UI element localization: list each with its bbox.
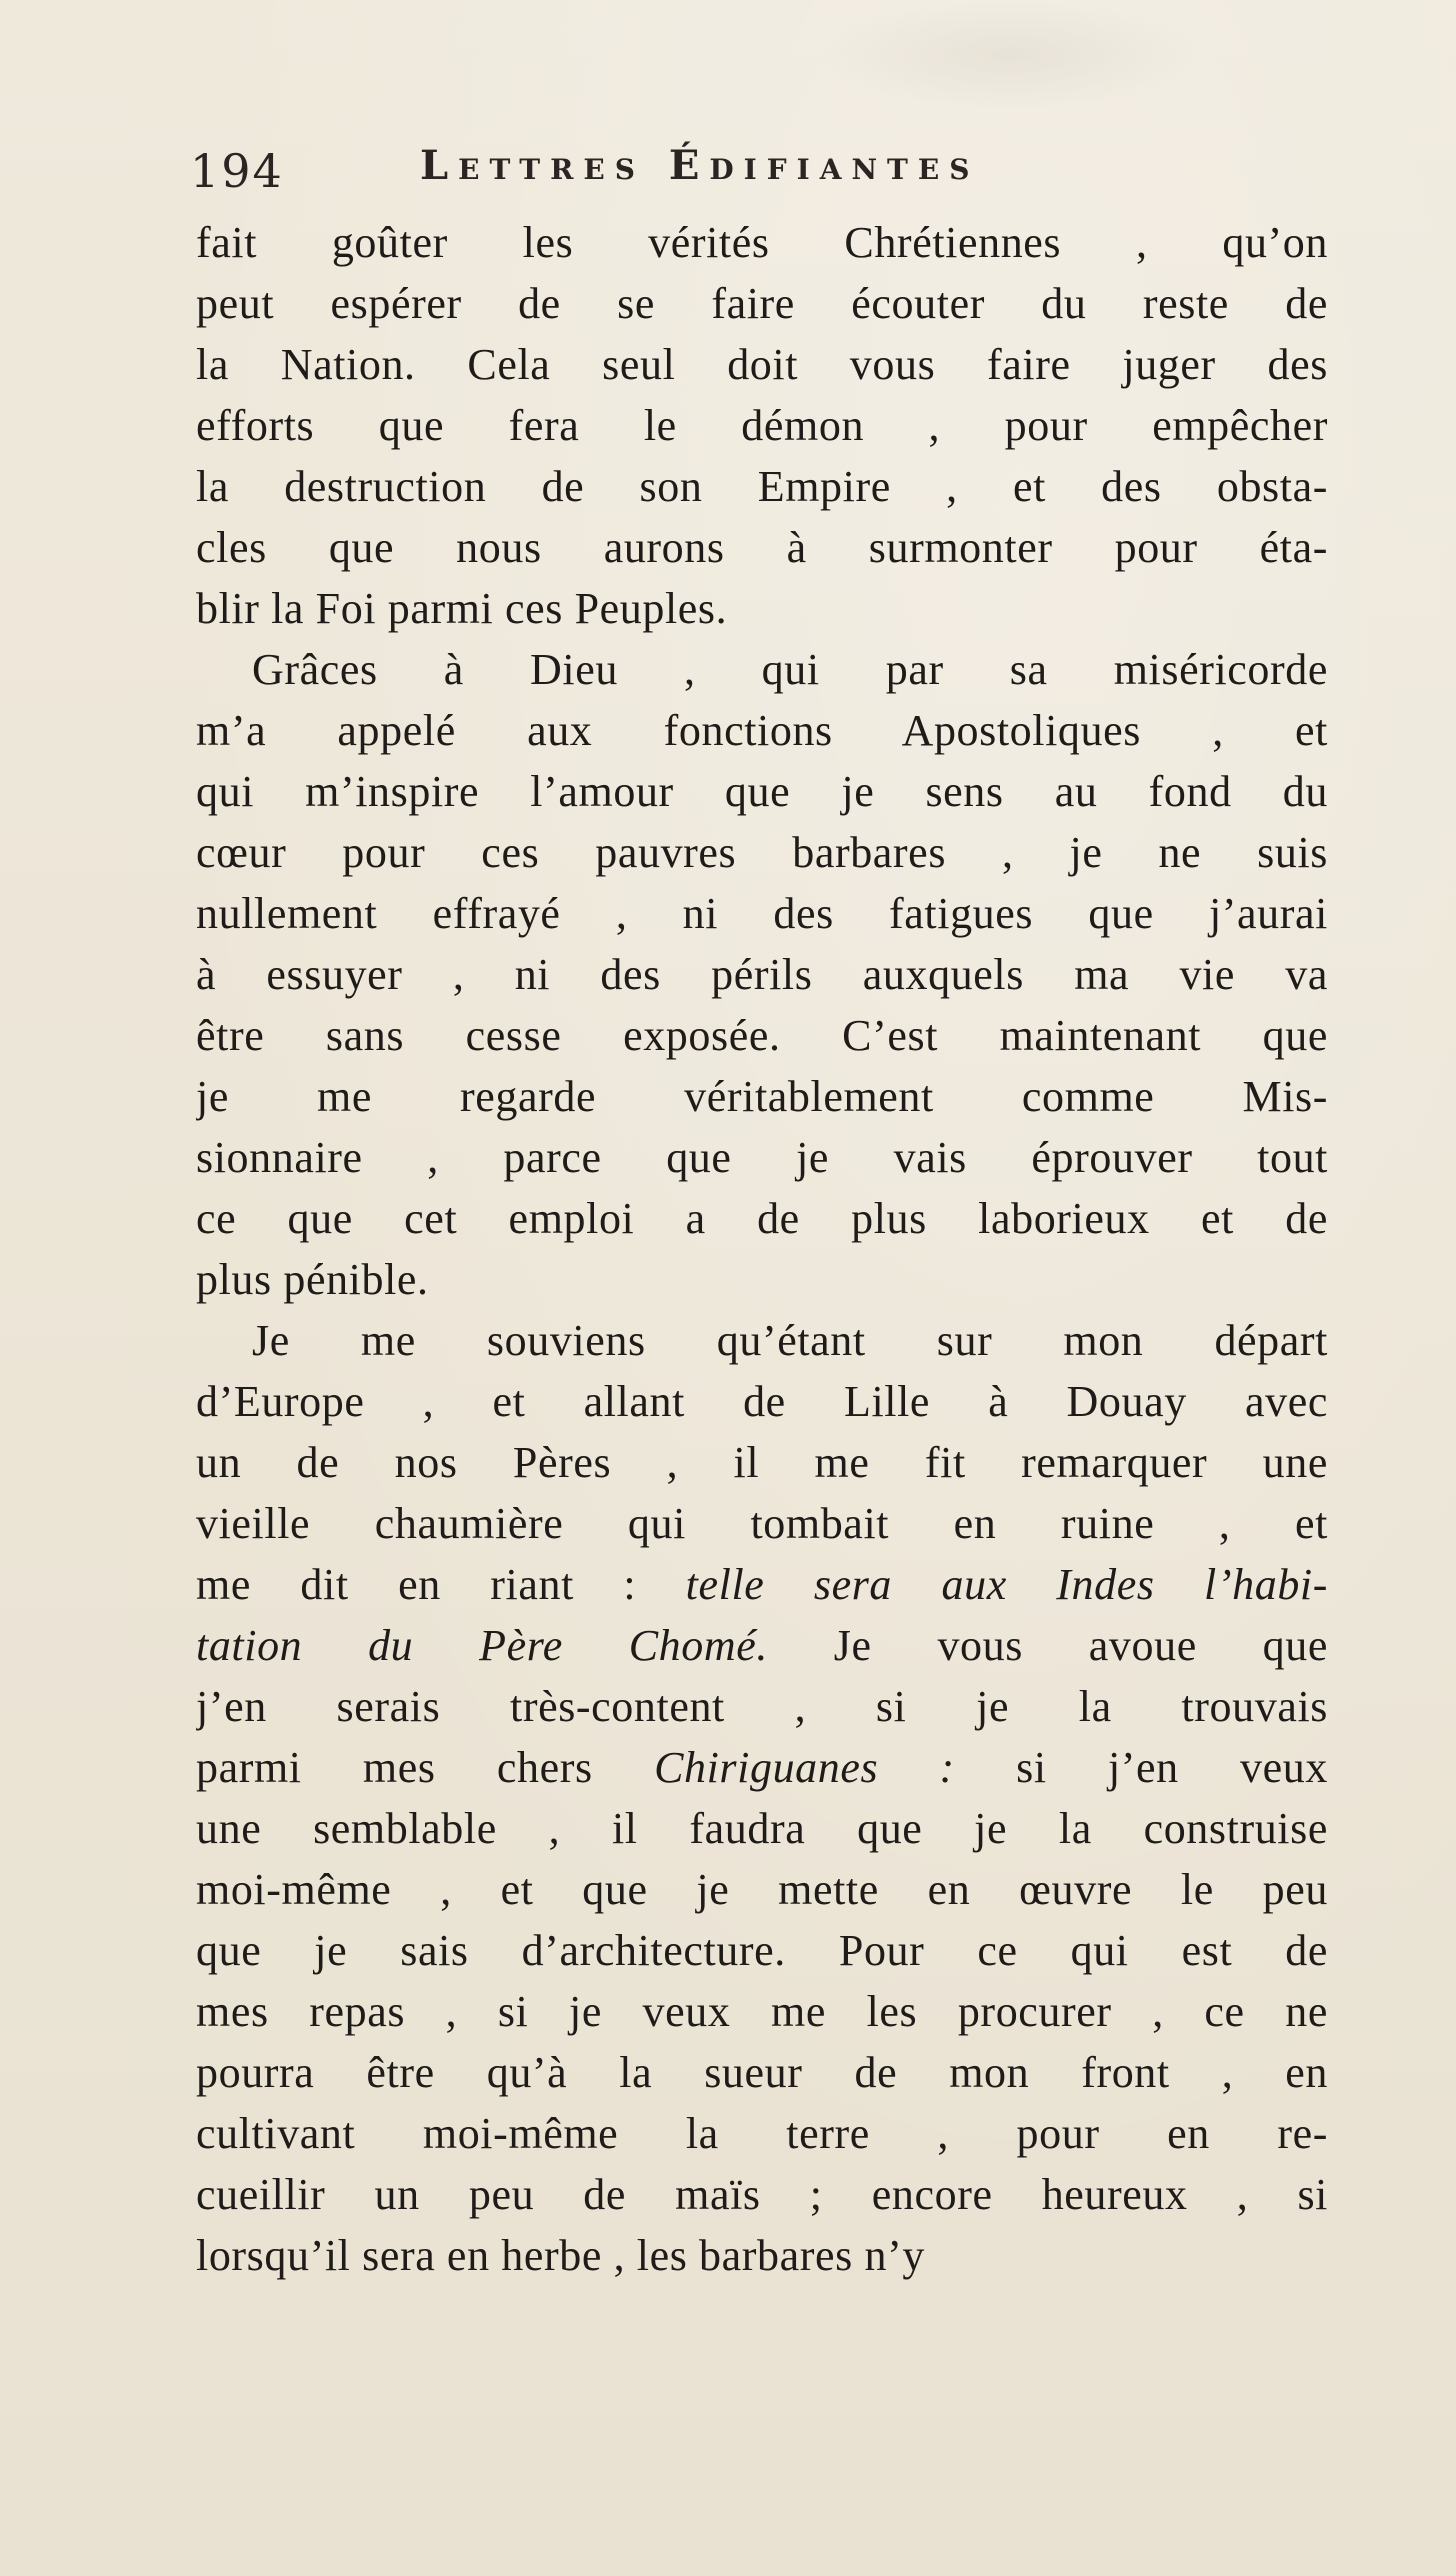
text-segment: si j’en veux [954, 1743, 1328, 1792]
text-segment: Je me souviens qu’étant sur mon départ [252, 1316, 1328, 1365]
text-line [196, 212, 1328, 273]
text-line [196, 944, 1328, 1005]
text-segment: sionnaire , parce que je vais éprouver tout [196, 1133, 1328, 1182]
text-line [196, 1798, 1328, 1859]
running-title: Lettres Édifiantes [420, 142, 980, 189]
text-segment: mes repas , si je veux me les procurer , ce ne [196, 1987, 1328, 2036]
text-line [196, 639, 1328, 700]
text-line [196, 1371, 1328, 1432]
text-segment: Je vous avoue que [767, 1621, 1328, 1670]
text-line [196, 883, 1328, 944]
text-line [196, 2042, 1328, 2103]
text-segment: parmi mes chers [196, 1743, 655, 1792]
text-line [196, 334, 1328, 395]
italic-text: Chiriguanes : [654, 1743, 955, 1792]
italic-text: telle sera aux Indes l’habi- [685, 1560, 1328, 1609]
text-line [196, 1310, 1328, 1371]
body-text [196, 212, 1328, 2286]
text-segment: cultivant moi-même la terre , pour en re- [196, 2109, 1328, 2158]
text-segment: cles que nous aurons à surmonter pour éta- [196, 523, 1328, 572]
paragraph [196, 639, 1328, 1310]
text-segment: la destruction de son Empire , et des obsta- [196, 462, 1328, 511]
text-line [196, 1737, 1328, 1798]
text-segment: je me regarde véritablement comme Mis- [196, 1072, 1328, 1121]
text-line [196, 456, 1328, 517]
text-segment: à essuyer , ni des périls auxquels ma vie va [196, 950, 1328, 999]
page-number: 194 [190, 144, 284, 198]
text-line [196, 1493, 1328, 1554]
text-line [196, 1554, 1328, 1615]
text-segment: être sans cesse exposée. C’est maintenant que [196, 1011, 1328, 1060]
italic-text: tation du Père Chomé. [196, 1621, 768, 1670]
text-segment: peut espérer de se faire écouter du reste de [196, 279, 1328, 328]
text-line [196, 1005, 1328, 1066]
text-segment: un de nos Pères , il me fit remarquer une [196, 1438, 1328, 1487]
text-line [196, 1981, 1328, 2042]
text-segment: qui m’inspire l’amour que je sens au fond du [196, 767, 1328, 816]
text-segment: que je sais d’architecture. Pour ce qui est de [196, 1926, 1328, 1975]
text-segment: fait goûter les vérités Chrétiennes , qu’on [196, 218, 1328, 267]
text-line [196, 1188, 1328, 1249]
text-line [196, 761, 1328, 822]
text-line [196, 2103, 1328, 2164]
text-line [196, 1432, 1328, 1493]
text-line [196, 1676, 1328, 1737]
text-segment: plus pénible. [196, 1255, 429, 1304]
text-line [196, 1249, 1328, 1310]
text-segment: vieille chaumière qui tombait en ruine , et [196, 1499, 1328, 1548]
text-segment: efforts que fera le démon , pour empêcher [196, 401, 1328, 450]
text-line [196, 395, 1328, 456]
text-segment: blir la Foi parmi ces Peuples. [196, 584, 728, 633]
text-line [196, 1859, 1328, 1920]
text-line [196, 1127, 1328, 1188]
text-segment: la Nation. Cela seul doit vous faire juger des [196, 340, 1328, 389]
text-line [196, 273, 1328, 334]
paragraph [196, 1310, 1328, 2286]
text-segment: moi-même , et que je mette en œuvre le peu [196, 1865, 1328, 1914]
text-line [196, 822, 1328, 883]
text-line [196, 578, 1328, 639]
text-segment: lorsqu’il sera en herbe , les barbares n’y [196, 2231, 925, 2280]
text-line [196, 2225, 1328, 2286]
text-segment: j’en serais très-content , si je la trouvais [196, 1682, 1328, 1731]
text-segment: m’a appelé aux fonctions Apostoliques , et [196, 706, 1328, 755]
text-segment: ce que cet emploi a de plus laborieux et de [196, 1194, 1328, 1243]
text-segment: une semblable , il faudra que je la construise [196, 1804, 1328, 1853]
text-segment: Grâces à Dieu , qui par sa miséricorde [252, 645, 1328, 694]
text-line [196, 1920, 1328, 1981]
text-line [196, 1066, 1328, 1127]
paragraph [196, 212, 1328, 639]
text-line [196, 517, 1328, 578]
running-head [190, 136, 1320, 206]
text-segment: me dit en riant : [196, 1560, 686, 1609]
text-segment: nullement effrayé , ni des fatigues que j’aurai [196, 889, 1328, 938]
text-line [196, 2164, 1328, 2225]
text-segment: d’Europe , et allant de Lille à Douay avec [196, 1377, 1328, 1426]
text-segment: cœur pour ces pauvres barbares , je ne suis [196, 828, 1328, 877]
text-segment: pourra être qu’à la sueur de mon front , en [196, 2048, 1328, 2097]
ink-bleed-through [820, 0, 1200, 110]
text-line [196, 700, 1328, 761]
text-segment: cueillir un peu de maïs ; encore heureux , si [196, 2170, 1328, 2219]
text-line [196, 1615, 1328, 1676]
